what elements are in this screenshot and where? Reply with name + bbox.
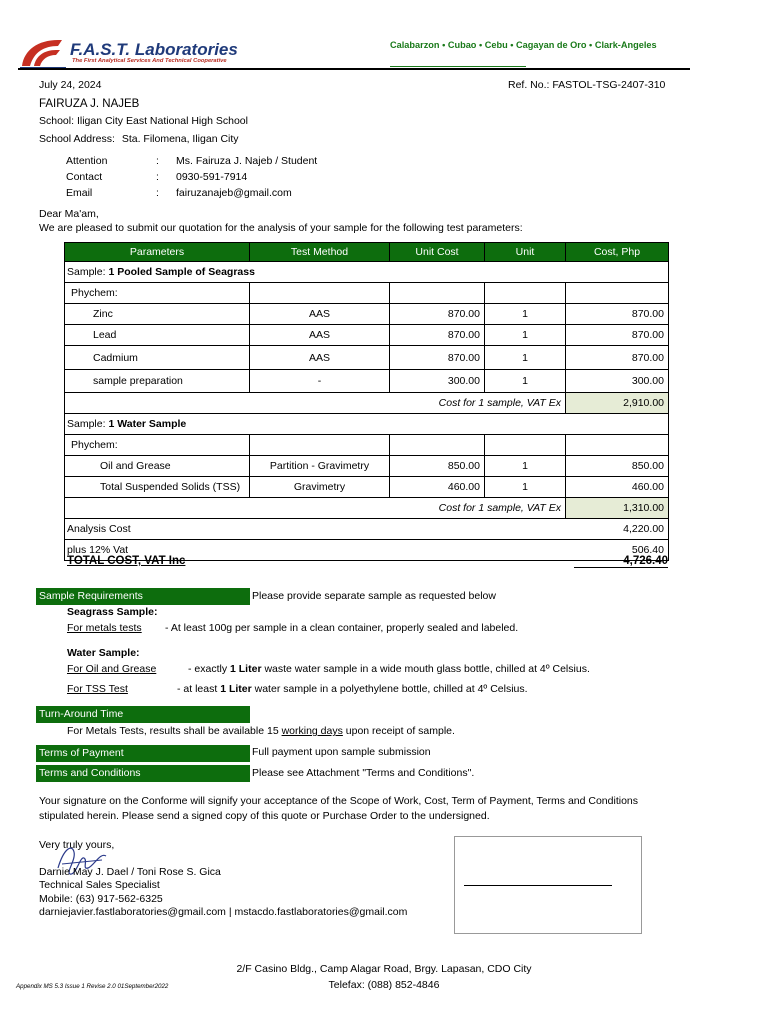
fast-logo-icon [18,36,68,70]
table-row [65,456,669,477]
parameter-cell: Oil and Grease [65,456,250,477]
sample-prefix: Sample: [67,266,106,278]
turnaround-time-text: For Metals Tests, results shall be available 15 working days upon receipt of sample. [67,725,455,737]
school-address-value: Sta. Filomena, Iligan City [121,133,239,145]
turnaround-time-label: Turn-Around Time [36,706,250,723]
terms-and-conditions-label: Terms and Conditions [36,765,250,782]
table-row [65,283,669,304]
sample-1-heading-row [65,262,669,283]
brand-tagline: The First Analytical Services And Technical Cooperative [72,58,227,64]
method-cell: AAS [250,304,390,325]
letter-date: July 24, 2024 [39,79,102,91]
valediction: Very truly yours, [39,839,115,851]
school-address-line [39,133,239,145]
cost-cell: 850.00 [566,456,669,477]
unit-cost-cell: 870.00 [390,325,485,346]
document-code: Appendix MS 5.3 Issue 1 Revise 2.0 01September2022 [16,983,169,990]
sample-prefix: Sample: [67,418,106,430]
attention-value: Ms. Fairuza J. Najeb / Student [176,155,318,167]
contact-colon: : [156,171,159,183]
parameter-cell: Cadmium [65,346,250,370]
unit-cell: 1 [485,370,566,393]
table-row [65,346,669,370]
unit-cell: 1 [485,477,566,498]
parameter-cell: sample preparation [65,370,250,393]
metals-tests-text: - At least 100g per sample in a clean container, properly sealed and labeled. [165,622,519,634]
attention-colon: : [156,155,159,167]
subtotal-label: Cost for 1 sample, VAT Ex [65,498,566,519]
sample-2-heading-row [65,414,669,435]
school-value: Iligan City East National High School [76,115,248,127]
cost-cell: 870.00 [566,346,669,370]
column-header: Unit Cost [390,243,485,262]
terms-of-payment-text: Full payment upon sample submission [252,746,431,758]
tss-test-label: For TSS Test [67,683,128,695]
vat-label: plus 12% Vat [65,540,566,561]
method-cell: Gravimetry [250,477,390,498]
table-row [65,325,669,346]
column-header: Test Method [250,243,390,262]
unit-cost-cell: 870.00 [390,304,485,325]
sample-requirements-note: Please provide separate sample as requested below [252,590,496,602]
tss-test-text: - at least 1 Liter water sample in a polyethylene bottle, chilled at 4º Celsius. [177,683,528,695]
column-header: Unit [485,243,566,262]
school-address-label: School Address: [39,133,115,145]
unit-cell: 1 [485,304,566,325]
conforme-signature-line [464,885,612,886]
seagrass-sample-title: Seagrass Sample: [67,606,158,618]
email-value: fairuzanajeb@gmail.com [176,187,292,199]
cost-cell: 300.00 [566,370,669,393]
locations-underline [390,66,526,67]
signer-role: Technical Sales Specialist [39,879,160,891]
cost-cell: 870.00 [566,304,669,325]
parameter-cell: Total Suspended Solids (TSS) [65,477,250,498]
signer-emails: darniejavier.fastlaboratories@gmail.com | mstacdo.fastlaboratories@gmail.com [39,906,408,918]
footer-telefax: Telefax: (088) 852-4846 [328,979,440,991]
analysis-cost-label: Analysis Cost [65,519,566,540]
parameter-cell: Lead [65,325,250,346]
subtotal-label: Cost for 1 sample, VAT Ex [65,393,566,414]
column-header: Parameters [65,243,250,262]
table-row [65,435,669,456]
cost-cell: 460.00 [566,477,669,498]
school-line [39,115,248,127]
signers: Darnie May J. Dael / Toni Rose S. Gica [39,866,221,878]
metals-tests-label: For metals tests [67,622,142,634]
group-label: Phychem: [65,283,250,304]
contact-value: 0930-591-7914 [176,171,248,183]
subtotal-value: 2,910.00 [566,393,669,414]
contact-label: Contact [66,171,103,183]
school-label: School: [39,115,75,127]
header-rule [18,68,690,70]
table-header-row [65,243,669,262]
branch-locations: Calabarzon • Cubao • Cebu • Cagayan de Oro • Clark-Angeles [390,40,657,50]
closing-line-2: stipulated herein. Please send a signed copy of this quote or Purchase Order to the undersigned. [39,810,490,822]
unit-cost-cell: 300.00 [390,370,485,393]
client-name: FAIRUZA J. NAJEB [39,98,140,110]
unit-cost-cell: 850.00 [390,456,485,477]
parameter-cell: Zinc [65,304,250,325]
total-value: 4,726.40 [574,555,668,568]
sample-1-name: 1 Pooled Sample of Seagrass [108,266,255,278]
unit-cost-cell: 460.00 [390,477,485,498]
reference-number: Ref. No.: FASTOL-TSG-2407-310 [508,79,666,91]
method-cell: - [250,370,390,393]
unit-cell: 1 [485,456,566,477]
sample-2-name: 1 Water Sample [108,418,187,430]
group-label: Phychem: [65,435,250,456]
intro-line: We are pleased to submit our quotation for the analysis of your sample for the following test parameters: [39,222,523,234]
sample-1-subtotal-row [65,393,669,414]
oil-grease-text: - exactly 1 Liter waste water sample in a wide mouth glass bottle, chilled at 4º Celsius. [188,663,590,675]
terms-and-conditions-text: Please see Attachment "Terms and Conditions". [252,767,475,779]
closing-line-1: Your signature on the Conforme will signify your acceptance of the Scope of Work, Cost, Term of Payment, Terms and Conditions [39,795,638,807]
method-cell: Partition - Gravimetry [250,456,390,477]
sample-2-subtotal-row [65,498,669,519]
attention-label: Attention [66,155,108,167]
oil-grease-label: For Oil and Grease [67,663,157,675]
greeting: Dear Ma'am, [39,208,99,220]
terms-of-payment-label: Terms of Payment [36,745,250,762]
table-row [65,304,669,325]
method-cell: AAS [250,325,390,346]
water-sample-title: Water Sample: [67,647,140,659]
method-cell: AAS [250,346,390,370]
table-row [65,370,669,393]
subtotal-value: 1,310.00 [566,498,669,519]
email-label: Email [66,187,93,199]
sample-requirements-label: Sample Requirements [36,588,250,605]
cost-cell: 870.00 [566,325,669,346]
column-header: Cost, Php [566,243,669,262]
footer-address: 2/F Casino Bldg., Camp Alagar Road, Brgy. Lapasan, CDO City [236,963,532,975]
brand-name: F.A.S.T. Laboratories [70,40,238,59]
analysis-cost-row [65,519,669,540]
total-label: TOTAL COST, VAT Inc [67,555,186,567]
email-colon: : [156,187,159,199]
unit-cell: 1 [485,325,566,346]
signer-mobile: Mobile: (63) 917-562-6325 [39,893,163,905]
quotation-table [64,242,669,561]
analysis-cost-value: 4,220.00 [566,519,669,540]
unit-cell: 1 [485,346,566,370]
unit-cost-cell: 870.00 [390,346,485,370]
table-row [65,477,669,498]
vat-value: 506.40 [566,540,669,561]
